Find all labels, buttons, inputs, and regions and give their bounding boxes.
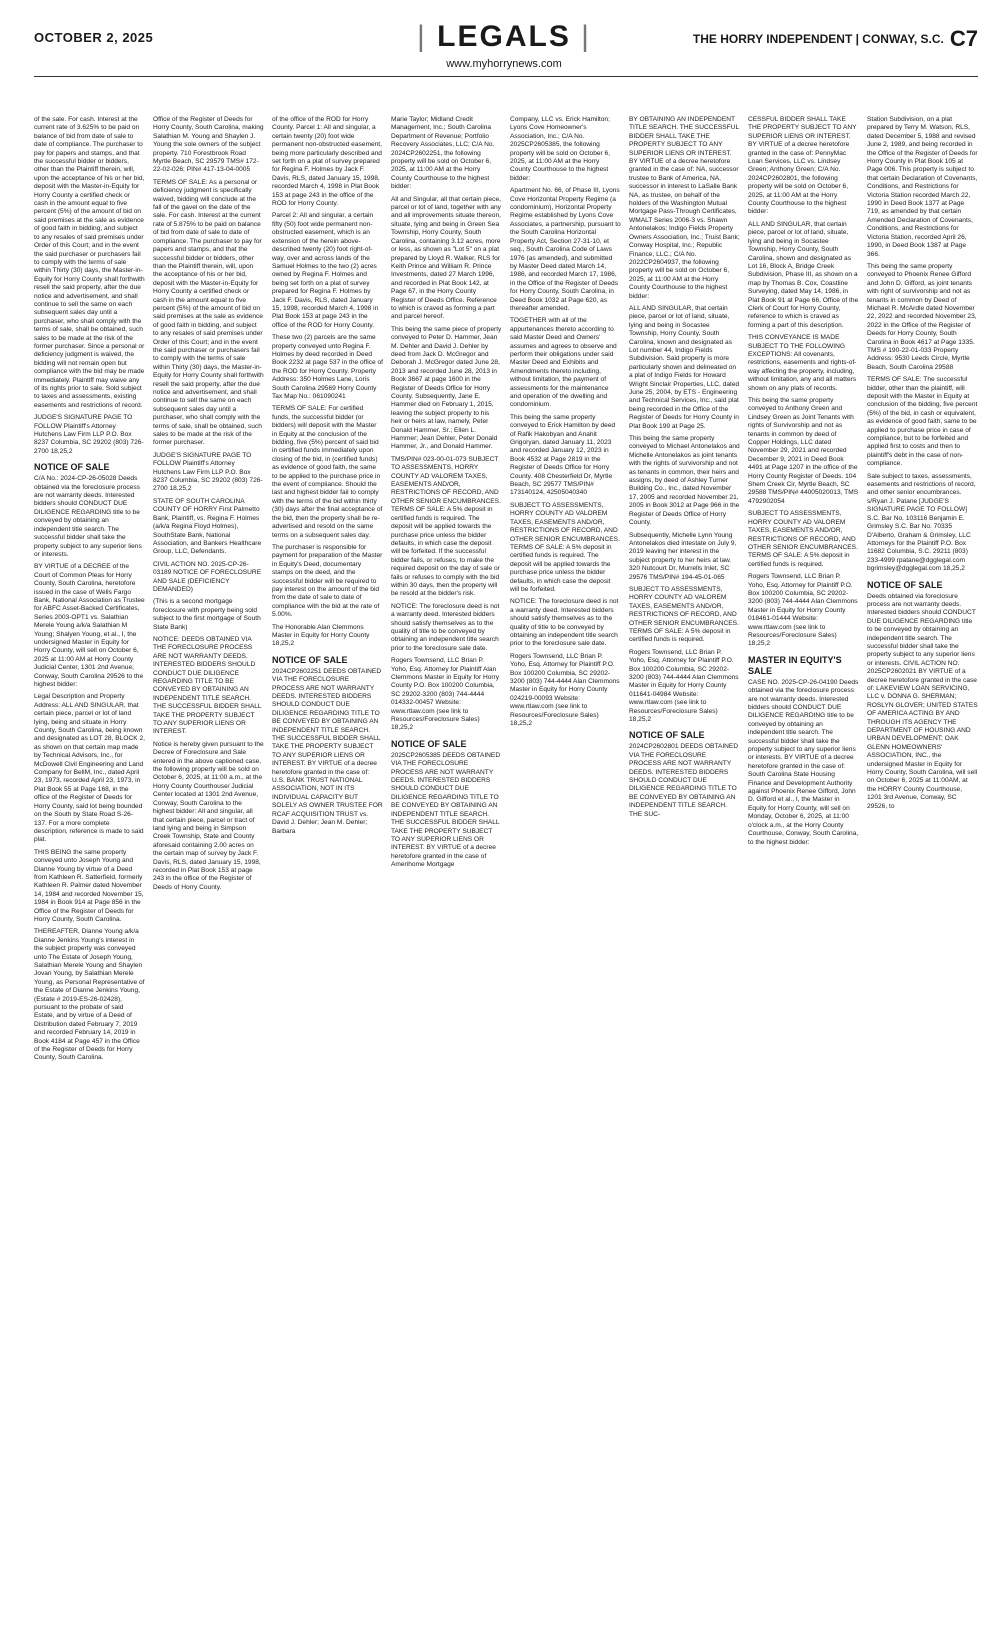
notice-paragraph: The purchaser is responsible for payment for preparation of the Master in Equity's Deed, documentary stamps on the deed, and the successful bidder will be required to pay interest on the amount of the bid from the date of sale to date of compliance with the bid at the rate of 5.00%. — [272, 543, 383, 619]
notice-paragraph: of the office of the ROD for Horry County. Parcel 1: All and singular, a certain twenty (20) foot wide permanent non-obstructed easement, being more particularly described and set forth on a plat of survey prepared for Regina F. Holmes by Jack F. Davis, RLS, dated January 15, 1998, recorded March 4, 1998 in Plat Book 153 at page 243 in the office of the ROD for Horry County. — [272, 116, 382, 208]
notice-paragraph: SUBJECT TO ASSESSMENTS, HORRY COUNTY AD VALOREM TAXES, EASEMENTS AND/OR, RESTRICTIONS OF RECORD, AND OTHER SENIOR ENCUMBRANCES. TERMS OF SALE: A 5% deposit in certified funds is required. — [748, 510, 858, 568]
notice-heading: NOTICE OF SALE — [272, 654, 348, 665]
notice-paragraph: These two (2) parcels are the same property conveyed unto Regina F. Holmes by deed recorded in Deed Book 2232 at page 537 in the office of the ROD for Horry County. Property Address: 350 Holmes Lane, Loris South Carolina 29569 Horry County Tax Map No.: 061090241 — [272, 334, 383, 400]
paper-name: THE HORRY INDEPENDENT | CONWAY, S.C. — [692, 32, 944, 46]
paper-name-block — [693, 26, 978, 52]
notice-paragraph: Deeds obtained via foreclosure process are not warranty deeds. Interested bidders should CONDUCT DUE DILIGENCE REGARDING title to be conveyed by obtaining an independent title search. The successful bidder shall take the property subject to any superior liens or interests. CIVIL ACTION NO. 2025CP2602021 BY VIRTUE of a decree heretofore granted in the case of: LAKEVIEW LOAN SERVICING, LLC v. DONNA G. SHERMAN; ROSLYN GLOVER; UNITED STATES OF AMERICA ACTING BY AND THROUGH ITS AGENCY THE DEPARTMENT OF HOUSING AND URBAN DEVELOPMENT; OAK GLENN HOMEOWNERS' ASSOCIATION, INC., the undersigned Master in Equity for Horry County, South Carolina, will sell on October 6, 2025 at 11:00AM, at the HORRY County Courthouse, 1201 3rd Avenue, Conway, SC 29526, to — [867, 592, 978, 810]
notice-paragraph: NOTICE: DEEDS OBTAINED VIA THE FORECLOSURE PROCESS ARE NOT WARRANTY DEEDS. INTERESTED BIDDERS SHOULD CONDUCT DUE DILIGENCE REGARDING TITLE TO BE CONVEYED BY OBTAINING AN INDEPENDENT TITLE SEARCH. THE SUCCESSFUL BIDDER SHALL TAKE THE PROPERTY SUBJECT TO ANY SUPERIOR LIENS OR INTEREST. — [153, 635, 262, 736]
notice-paragraph: Station Subdivision, on a plat prepared by Terry M. Watson, RLS, dated December 5, 1988 and revised June 2, 1989, and being recorded in the Office of the Register of Deeds for Horry County in Plat Book 105 at Page 006. This property is subject to that certain Declaration of Covenants, Conditions, and Restrictions for Victoria Station recorded March 22, 1990 in Deed Book 1377 at Page 719, as amended by that certain Amended Declaration of Covenants, Conditions, and Restrictions for Victoria Station, recorded April 26, 1990, in Deed Book 1387 at Page 366. — [867, 116, 978, 258]
notice-paragraph: TERMS OF SALE: The successful bidder, other than the plaintiff, will deposit with the Master in Equity at conclusion of the bidding, five percent (5%) of the bid, in cash or equivalent, as evidence of good faith, same to be applied to purchase price in case of compliance, but to be forfeited and applied first to costs and then to plaintiff's debt in the case of non-compliance. — [867, 376, 978, 468]
notice-paragraph: BY VIRTUE of a DECREE of the Court of Common Pleas for Horry County, South Carolina, heretofore issued in the case of Wells Fargo Bank, National Association as Trustee for ABFC Asset-Backed Certificates, Series 2003-OPT1 vs. Salathian Merele Young a/k/a Salathian M Young; Shalyen Young, et al., I, the undersigned Master in Equity for Horry County, will sell on October 6, 2025 at 11:00 AM at Horry County Judicial Center, 1301 2nd Avenue, Conway, South Carolina 29526 to the highest bidder: — [34, 563, 145, 688]
notice-paragraph: This being the same property conveyed to Phoenix Renee Gifford and John D. Gifford, as joint tenants with right of survivorship and not as tenants in common by Deed of Michael R. McArdle dated November 22, 2022 and recorded November 23, 2022 in the Office of the Register of Deeds for Horry County, South Carolina in Book 4617 at Page 1335. TMS # 190-22-01-033 Property Address: 9530 Leeds Circle, Myrtle Beach, South Carolina 29588 — [867, 262, 977, 371]
notice-paragraph: Sale subject to taxes, assessments, easements and restrictions of record, and other senior encumbrances. s/Ryan J. Patane [JUDGE'S SIGNATURE PAGE TO FOLLOW] S.C. Bar No. 103116 Benjamin E. Grimsley S.C. Bar No. 70335 D'Alberto, Graham & Grimsley, LLC Attorneys for the Plaintiff P.O. Box 11682 Columbia, S.C. 29211 (803) 233-4999 rpatane@dgglegal.com bgrimsley@dgglegal.com 18,25,2 — [867, 472, 976, 573]
notice-paragraph: This being the same property conveyed to Michael Antonelakos and Michelle Antonelakos as joint tenants with the rights of survivorship and not as tenants in common, their heirs and assigns, by deed of Ashley Turner Building Co., Inc., dated November 17, 2005 and recorded November 21, 2005 in Book 3012 at Page 966 in the Register of Deeds Office of Horry County. — [629, 435, 740, 527]
notice-paragraph: BY OBTAINING AN INDEPENDENT TITLE SEARCH. THE SUCCESSFUL BIDDER SHALL TAKE THE PROPERTY SUBJECT TO ANY SUPERIOR LIENS OR INTEREST. BY VIRTUE of a decree heretofore granted in the case of: NA, successor trustee to Bank of America, NA, successor in interest to LaSalle Bank NA, as trustee, on behalf of the holders of the Washington Mutual Mortgage Pass-Through Certificates, WMALT Series 2006-3 vs. Shawn Antonelakos; Indigo Fields Property Owners Association, Inc.; Truist Bank; Conway Hospital, Inc.; Republic Finance, LLC.; C/A No. 2022CP2604937, the following property will be sold on October 6, 2025, at 11:00 AM at the Horry County Courthouse to the highest bidder: — [629, 116, 740, 300]
notice-paragraph: Rogers Townsend, LLC Brian P. Yoho, Esq. Attorney for Plaintiff P.O. Box 100200 Columbia, SC 29202-3200 (803) 744-4444 Alan Clemmons Master in Equity for Horry County 018461-01444 Website: www.rtlaw.com (see link to Resources/Foreclosure Sales) 18,25,2 — [748, 573, 858, 648]
notice-paragraph: NOTICE: The foreclosure deed is not a warranty deed. Interested bidders should satisfy themselves as to the quality of title to be conveyed by obtaining an independent title search prior to the foreclosure sale date. — [391, 602, 500, 652]
notice-heading: NOTICE OF SALE — [629, 730, 705, 741]
section-divider-left: | — [417, 20, 438, 53]
notice-paragraph: JUDGE'S SIGNATURE PAGE TO FOLLOW Plaintiff's Attorney Hutchens Law Firm LLP P.O. Box 8237 Columbia, SC 29202 (803) 726-2700 18,25,2 — [34, 414, 144, 455]
notice-paragraph: TOGETHER with all of the appurtenances thereto according to said Master Deed and Owners' assumes and agrees to observe and perform their obligations under said Master Deed and Exhibits and Amendments thereto including, without limitation, the payment of assessments for the maintenance and operation of the dwelling and condominium. — [510, 317, 617, 409]
page-number: C7 — [949, 26, 978, 51]
notice-paragraph: CESSFUL BIDDER SHALL TAKE THE PROPERTY SUBJECT TO ANY SUPERIOR LIENS OR INTEREST. BY VIRTUE of a decree heretofore granted in the case of: PennyMac Loan Services, LLC vs. Lindsey Green; Anthony Green; C/A No. 2024CP2602801, the following property will be sold on October 6, 2025, at 11:00 AM at the Horry County Courthouse to the highest bidder: — [748, 116, 857, 216]
notice-paragraph: of the sale. For cash. Interest at the current rate of 3.625% to be paid on balance of bid from date of sale to date of compliance. The purchaser to pay for papers and stamps, and that the successful bidder or bidders, other than the Plaintiff therein, will, upon the acceptance of his or her bid, deposit with the Master-in-Equity for Horry County a certified check or cash in the amount equal to five percent (5%) of the amount of bid on said premises at the sale as evidence of good faith in bidding, and subject to any resales of said premises under Order of this Court; and in the event the said purchaser or purchasers fail to comply with the terms of sale within Thirty (30) days, the Master-in-Equity for Horry County shall forthwith resell the said property, after the due notice and advertisement, and shall continue to sell the same on each subsequent sales day until a purchaser, who shall comply with the terms of sale, shall be obtained, such sales to be made at the risk of the former purchaser. Since a personal or deficiency judgment is waived, the bidding will not remain open but compliance with the bid may be made immediately. Plaintiff may waive any of its rights prior to sale. Sold subject to taxes and assessments, existing easements and restrictions of record. — [34, 116, 145, 409]
notice-paragraph: CIVIL ACTION NO. 2025-CP-26-03189 NOTICE OF FORECLOSURE AND SALE (DEFICIENCY DEMANDED) — [153, 560, 262, 593]
notice-paragraph: This being the same property conveyed to Erick Hamilton by deed of Rafik Hakobyan and Anahit Grigoryan, dated January 11, 2023 and recorded January 12, 2023 in Book 4532 at Page 2819 in the Register of Deeds Office for Horry County. 408 Chesterfield Dr, Myrtle Beach, SC 29577 TMS/PIN# 173140124, 42505040340 — [510, 413, 616, 497]
notice-paragraph: All and Singular, all that certain piece, parcel or lot of land, together with any and all improvements situate thereon, situate, lying and being in Green Sea Township, Horry County, South Carolina, containing 3.12 acres, more or less, as shown as "Lot 5" on a plat prepared by Lloyd R. Walker, RLS for Keith Prince and William R. Prince Investments, dated 27 March 1996, and recorded in Plat Book 142, at Page 67, in the Horry County Register of Deeds Office. Reference to which is craved as forming a part and parcel hereof. — [391, 195, 501, 321]
column-1 — [34, 116, 145, 1626]
notice-paragraph: THEREAFTER, Dianne Young a/k/a Dianne Jenkins Young's interest in the subject property was conveyed unto The Estate of Joseph Young, Salathian Merele Young and Shaylen Jovan Young, by Salathian Merele Young, as Personal Representative of the Estate of Dianne Jenkins Young, (Estate # 2019-ES-26-02428), pursuant to the probate of said Estate, and by virtue of a Deed of Distribution dated February 7, 2019 and recorded February 14, 2019 in Book 4184 at Page 457 in the Office of the Register of Deeds for Horry County, South Carolina. — [34, 928, 145, 1062]
notice-paragraph: JUDGE'S SIGNATURE PAGE TO FOLLOW Plaintiff's Attorney Hutchens Law Firm LLP P.O. Box 8237 Columbia, SC 29202 (803) 726-2700 18,25,2 — [153, 451, 263, 493]
notice-paragraph: This being the same property conveyed to Anthony Green and Lindsey Green as Joint Tenants with rights of Survivorship and not as tenants in common by deed of Copper Holdings, LLC dated November 29, 2021 and recorded December 9, 2021 in Deed Book 4491 at Page 1207 in the office of the Horry County Register of Deeds. 104 Shem Creek Cir, Myrtle Beach, SC 29588 TMS/PIN# 44005020013, TMS 4792902054 — [748, 397, 859, 505]
notice-paragraph: Apartment No. 66, of Phase III, Lyons Cove Horizontal Property Regime (a condominium), Horizontal Property Regime established by Lyons Cove Associates, a partnership, pursuant to the South Carolina Horizontal Property Act, Section 27-31-10, et seq., South Carolina Code of Laws 1976 (as amended), and submitted by Master Deed dated March 14, 1986, and recorded March 17, 1986, in the Office of the Register of Deeds for Horry County, South Carolina, in Deed Book 1032 at Page 620, as thereafter amended. — [510, 187, 621, 312]
notice-heading: NOTICE OF SALE — [391, 738, 467, 749]
notice-paragraph: SUBJECT TO ASSESSMENTS, HORRY COUNTY AD VALOREM TAXES, EASEMENTS AND/OR, RESTRICTIONS OF RECORD, AND OTHER SENIOR ENCUMBRANCES. TERMS OF SALE: A 5% deposit in certified funds is required. The deposit will be applied towards the purchase price unless the bidder defaults, in which case the deposit will be forfeited. — [510, 501, 620, 593]
notice-paragraph: TERMS OF SALE: As a personal or deficiency judgment is specifically waived, bidding will conclude at the fall of the gavel on the date of the sale. For cash. Interest at the current rate of 5.875% to be paid on balance of bid from date of sale to date of compliance. The purchaser to pay for papers and stamps, and that the successful bidder or bidders, other than the Plaintiff therein, will, upon the acceptance of his or her bid, deposit with the Master-in-Equity for Horry County a certified check or cash in the amount equal to five percent (5%) of the amount of bid on said premises at the sale as evidence of good faith in bidding, and subject to any resales of said premises under Order of this Court; and in the event the said purchaser or purchasers fail to comply with the terms of sale within Thirty (30) days, the Master-in-Equity for Horry County shall forthwith resell the said property, after the due notice and advertisement, and shall continue to sell the same on each subsequent sales day until a purchaser, who shall comply with the terms of sale, shall be obtained, such sales to be made at the risk of the former purchaser. — [153, 178, 264, 447]
notice-paragraph: NOTICE: The foreclosure deed is not a warranty deed. Interested bidders should satisfy themselves as to the quality of title to be conveyed by obtaining an independent title search prior to the foreclosure sale date. — [510, 598, 619, 648]
notice-paragraph: The Honorable Alan Clemmons Master in Equity for Horry County 18,25,2 — [272, 623, 370, 648]
column-5 — [510, 116, 621, 1626]
column-3 — [272, 116, 383, 1626]
notice-paragraph: THIS CONVEYANCE IS MADE SUBJECT TO THE FOLLOWING EXCEPTIONS: All covenants, restrictions, easements and rights-of-way affecting the property, including, without limitation, any and all matters shown on any plats of records. — [748, 334, 857, 392]
notice-paragraph: SUBJECT TO ASSESSMENTS, HORRY COUNTY AD VALOREM TAXES, EASEMENTS AND/OR, RESTRICTIONS OF RECORD, AND OTHER SENIOR ENCUMBRANCES. TERMS OF SALE: A 5% deposit in certified funds is required. — [629, 585, 739, 644]
notice-paragraph: ALL AND SINGULAR, that certain piece, parcel or lot of land, situate, lying and being in Socastee Township, Horry County, South Carolina, known and designated as Lot number 44, Indigo Fields Subdivision. Said property is more particularly shown and delineated on a plat of Indigo Fields for Howard Wright Sinclair Properties, LLC, dated June 25, 2004, by ETS - Engineering and Technical Services, Inc., said plat being recorded in the Office of the Register of Deeds for Horry County in Plat Book 199 at Page 25. — [629, 304, 740, 430]
notice-paragraph: Rogers Townsend, LLC Brian P. Yoho, Esq. Attorney for Plaintiff P.O. Box 100200 Columbia, SC 29202-3200 (803) 744-4444 Alan Clemmons Master in Equity for Horry County 011641-04984 Website: www.rtlaw.com (see link to Resources/Foreclosure Sales) 18,25,2 — [629, 648, 739, 724]
legal-notices-columns — [34, 116, 978, 1626]
notice-paragraph: Marie Taylor; Midland Credit Management, Inc.; South Carolina Department of Revenue; Portfolio Recovery Associates, LLC; C/A No. 2024CP2602251, the following property will be sold on October 6, 2025, at 11:00 AM at the Horry County Courthouse to the highest bidder: — [391, 116, 495, 191]
notice-heading: NOTICE OF SALE — [867, 579, 943, 590]
notice-paragraph: This being the same piece of property conveyed to Peter D. Hammer, Jean M. Dehler and David J. Dehler by deed from Jack D. McGregor and Deborah J. McGregor dated June 28, 2013 and recorded June 28, 2013 in Book 3667 at page 1600 in the Register of Deeds Office for Horry County. Subsequently, Jane E. Hammer died on February 1, 2015, leaving the subject property to his heir or heirs at law, namely, Peter Donald Hammer, Sr.; Ellen L. Hammer; Jean Dehler, Peter Donald Hammer, Jr., and Donald Hammer. — [391, 325, 502, 451]
notice-paragraph: CASE NO. 2025-CP-26-04190 Deeds obtained via the foreclosure process are not warranty deeds. Interested bidders should CONDUCT DUE DILIGENCE REGARDING title to be conveyed by obtaining an independent title search. The successful bidder shall take the property subject to any superior liens or interests. BY VIRTUE of a decree heretofore granted in the case of: South Carolina State Housing Finance and Development Authority against Phoenix Renee Gifford, John D. Gifford et al., I, the Master in Equity for Horry County, will sell on Monday, October 6, 2025, at 11:00 o'clock a.m., at the Horry County Courthouse, Conway, South Carolina, to the highest bidder: — [748, 678, 859, 846]
notice-paragraph: Parcel 2: All and singular, a certain fifty (50) foot wide permanent non-obstructed easement, which is an extension of the herein above-described twenty (20) foot right-of-way, over and across lands of the Samuel Holmes to the two (2) acres owned by Regina F. Holmes and being set forth on a plat of survey prepared for Regina F. Holmes by Jack F. Davis, RLS, dated January 15, 1998, recorded March 4, 1998 in Plat Book 153 at page 243 in the office of the ROD for Horry County. — [272, 212, 379, 329]
notice-paragraph: Legal Description and Property Address: ALL AND SINGULAR, that certain piece, parcel or lot of land lying, being and situate in Horry County, South Carolina, being known and designated as LOT 28, BLOCK 2, as shown on that certain map made by Technical Advisors, Inc., for McDowell Civil Engineering and Land Company for BellM, Inc., dated April 23, 1973, recorded April 23, 1973, in Plat Book 55 at Page 168, in the office of the Register of Deeds for Horry County, said lot being bounded on the South by State Road S-26-137. For a more complete description, reference is made to said plat. — [34, 693, 145, 844]
page-header — [0, 0, 1008, 118]
website-url[interactable]: www.myhorrynews.com — [446, 58, 562, 70]
notice-paragraph: Notice is hereby given pursuant to the Decree of Foreclosure and Sale entered in the above captioned case, the following property will be sold on October 6, 2025, at 11:00 a.m., at the Horry County Courthouse/ Judicial Center located at 1301 2nd Avenue, Conway, South Carolina to the highest bidder: All and singular, all that certain piece, parcel or tract of land lying and being in Simpson Creek Township, State and County aforesaid containing 2.00 acres on the certain map of survey by Jack F. Davis, RLS, dated January 15, 1998, recorded in Plat Book 153 at page 243 in the office of the Register of Deeds of Horry County. — [153, 740, 264, 891]
notice-paragraph: Company, LLC vs. Erick Hamilton; Lyons Cove Homeowner's Association, Inc.; C/A No. 2025CP2605385, the following property will be sold on October 6, 2025, at 11:00 AM at the Horry County Courthouse to the highest bidder: — [510, 116, 611, 182]
notice-paragraph: Rogers Townsend, LLC Brian P. Yoho, Esq. Attorney for Plaintiff P.O. Box 100200 Columbia, SC 29202-3200 (803) 744-4444 Alan Clemmons Master in Equity for Horry County 024219-00093 Website: www.rtlaw.com (see link to Resources/Foreclosure Sales) 18,25,2 — [510, 652, 620, 728]
notice-paragraph: Rogers Townsend, LLC Brian P. Yoho, Esq. Attorney for Plaintiff Alan Clemmons Master in Equity for Horry County P.O. Box 100200 Columbia, SC 29202-3200 (803) 744-4444 014332-00457 Website: www.rtlaw.com (see link to Resources/Foreclosure Sales) 18,25,2 — [391, 657, 500, 732]
notice-heading: NOTICE OF SALE — [34, 462, 110, 473]
notice-paragraph: ALL AND SINGULAR, that certain piece, parcel or lot of land, situate, lying and being in Socastee Township, Horry County, South Carolina, shown and designated as Lot 16, Block A, Bridge Creek Subdivision, Phase III, as shown on a map by Thomas B. Cox, Coastline Surveying, dated May 14, 1986, in Plat Book 91 at Page 66, Office of the Clerk of Court for Horry County, reference to which is craved as forming a part of this description. — [748, 220, 859, 329]
notice-paragraph: Subsequently, Michelle Lynn Young Antonelakos died intestate on July 9, 2019 leaving her interest in the subject property to her heirs at law. 320 Nutcourt Dr, Murrells Inlet, SC 29576 TMS/PIN# 194-45-01-065 — [629, 531, 737, 581]
section-title-text: LEGALS — [437, 20, 571, 53]
column-8 — [867, 116, 978, 1626]
issue-date: OCTOBER 2, 2025 — [34, 30, 154, 45]
column-6 — [629, 116, 740, 1626]
column-7 — [748, 116, 859, 1626]
notice-paragraph: 2024CP2602801 DEEDS OBTAINED VIA THE FORECLOSURE PROCESS ARE NOT WARRANTY DEEDS. INTERESTED BIDDERS SHOULD CONDUCT DUE DILIGENCE REGARDING TITLE TO BE CONVEYED BY OBTAINING AN INDEPENDENT TITLE SEARCH. THE SUC- — [629, 743, 739, 818]
notice-paragraph: THIS BEING the same property conveyed unto Joseph Young and Dianne Young by virtue of a Deed from Kathleen R. Satterfield, formerly Kathleen R. Palmer dated November 14, 1984 and recorded November 15, 1984 in Book 914 at Page 856 in the Office of the Register of Deeds for Horry County, South Carolina. — [34, 848, 144, 923]
notice-paragraph: (This is a second mortgage foreclosure with property being sold subject to the first mortgage of South State Bank) — [153, 598, 261, 631]
section-divider-right: | — [570, 20, 591, 53]
notice-paragraph: TMS/PIN# 023-00-01-073 SUBJECT TO ASSESSMENTS, HORRY COUNTY AD VALOREM TAXES, EASEMENTS AND/OR, RESTRICTIONS OF RECORD, AND OTHER SENIOR ENCUMBRANCES. TERMS OF SALE: A 5% deposit in certified funds is required. The deposit will be applied towards the purchase price unless the bidder defaults, in which case the deposit will be forfeited. If the successful bidder fails, or refuses, to make the required deposit on the day of sale or fails or refuses to comply with the bid within 30 days, then the property will be resold at the bidder's risk. — [391, 455, 501, 598]
notice-paragraph: 2024CP2602251 DEEDS OBTAINED VIA THE FORECLOSURE PROCESS ARE NOT WARRANTY DEEDS. INTERESTED BIDDERS SHOULD CONDUCT DUE DILIGENCE REGARDING TITLE TO BE CONVEYED BY OBTAINING AN INDEPENDENT TITLE SEARCH. THE SUCCESSFUL BIDDER SHALL TAKE THE PROPERTY SUBJECT TO ANY SUPERIOR LIENS OR INTEREST. BY VIRTUE of a decree heretofore granted in the case of: U.S. BANK TRUST NATIONAL ASSOCIATION, NOT IN ITS INDIVIDUAL CAPACITY BUT SOLELY AS OWNER TRUSTEE FOR RCAF ACQUISITION TRUST vs. David J. Dehler; Jean M. Dehler; Barbara — [272, 667, 383, 835]
notice-paragraph: 2025CP2605385 DEEDS OBTAINED VIA THE FORECLOSURE PROCESS ARE NOT WARRANTY DEEDS. INTERESTED BIDDERS SHOULD CONDUCT DUE DILIGENCE REGARDING TITLE TO BE CONVEYED BY OBTAINING AN INDEPENDENT TITLE SEARCH. THE SUCCESSFUL BIDDER SHALL TAKE THE PROPERTY SUBJECT TO ANY SUPERIOR LIENS OR INTEREST. BY VIRTUE of a decree heretofore granted in the case of Amerihome Mortgage — [391, 751, 501, 869]
notice-paragraph: Office of the Register of Deeds for Horry County, South Carolina, making Salathian M. Young and Shaylen J. Young the sole owners of the subject property. 710 Forestbrook Road Myrtle Beach, SC 29579 TMS# 172-22-02-026; PIN# 417-13-04-0005 — [153, 116, 264, 174]
notice-paragraph: C/A No.: 2024-CP-26-05028 Deeds obtained via the foreclosure process are not warranty deeds. Interested bidders should CONDUCT DUE DILIGENCE REGARDING title to be conveyed by obtaining an independent title search. The successful bidder shall take the property subject to any superior liens or interests. — [34, 475, 142, 558]
notice-paragraph: STATE OF SOUTH CAROLINA COUNTY OF HORRY First Palmetto Bank, Plaintiff, vs. Regina F. Holmes (a/k/a Regina Floyd Holmes), SouthState Bank, National Association, and Bankers Healthcare Group, LLC, Defendants. — [153, 497, 262, 556]
notice-paragraph: TERMS OF SALE: For certified funds, the successful bidder (or bidders) will deposit with the Master in Equity at the conclusion of the bidding, five (5%) percent of said bid in certified funds immediately upon closing of the bid, in (certified funds) as evidence of good faith, the same to be applied to the purchase price in the event of compliance. Should the last and highest bidder fail to comply with the terms of the bid within thirty (30) days after the final acceptance of the bid, then the property shall be re-advertised and resold on the same terms on a subsequent sales day. — [272, 405, 383, 539]
notice-heading: MASTER IN EQUITY'S SALE — [748, 654, 842, 676]
column-4 — [391, 116, 502, 1626]
column-2 — [153, 116, 264, 1626]
header-rule — [34, 76, 978, 77]
